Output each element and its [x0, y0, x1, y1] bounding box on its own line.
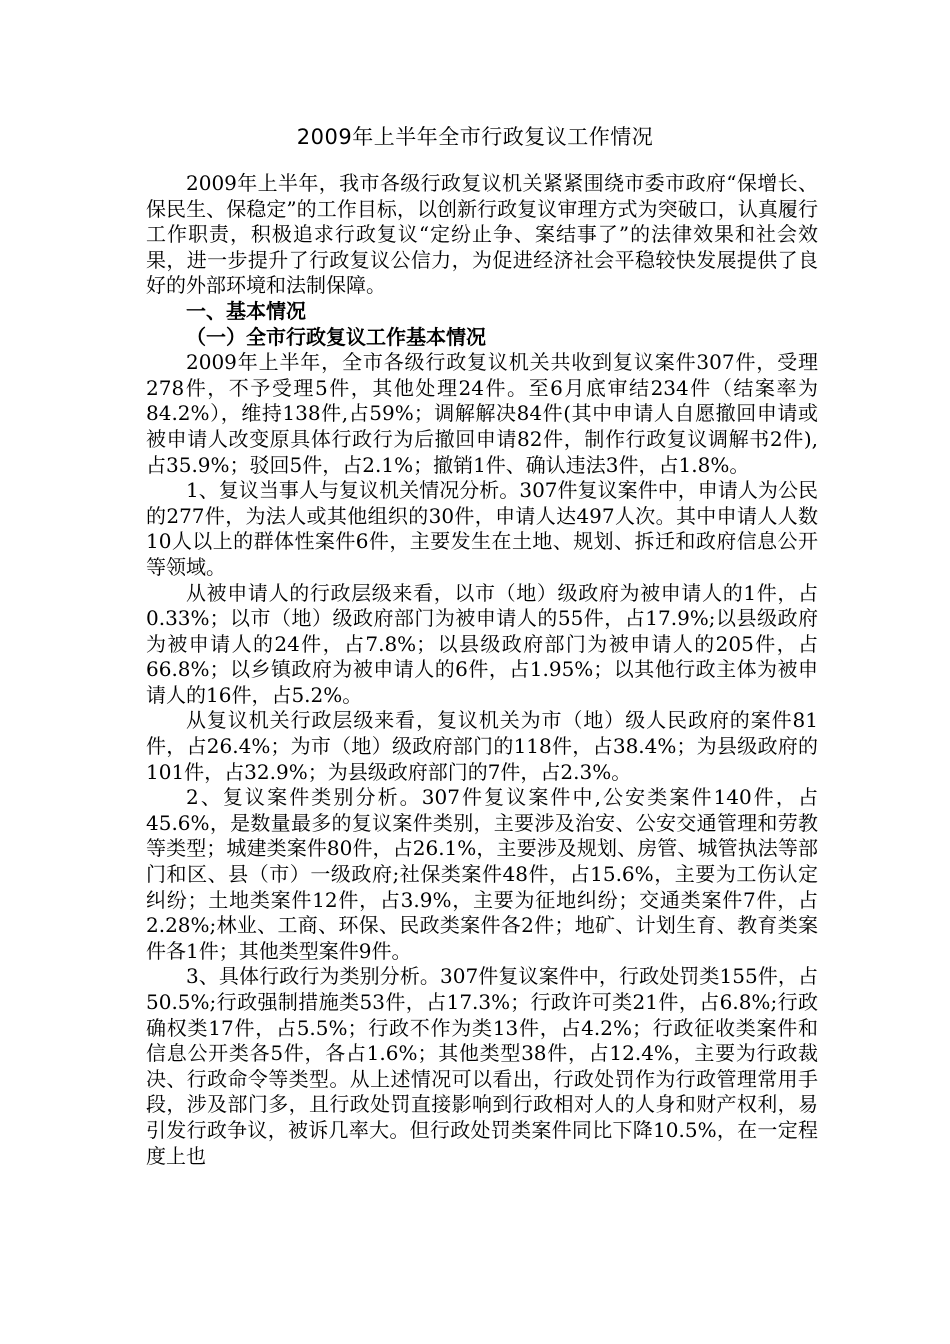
section-heading-basic-situation: 一、基本情况 — [186, 298, 306, 323]
intro-paragraph: 2009年上半年，我市各级行政复议机关紧紧围绕市委市政府“保增长、保民生、保稳定”的工作目标，以创新行政复议审理方式为突破口，认真履行工作职责，积极追求行政复议“定纷止争、案结事了”的法律效果和社会效果，进一步提升了行政复议公信力，为促进经济社会平稳较快发展提供了良好的外部环境和法制保障。 — [146, 171, 818, 298]
paragraph-administrative-act-type: 3、具体行政行为类别分析。307件复议案件中，行政处罚类155件，占50.5%;行政强制措施类53件，占17.3%；行政许可类21件，占6.8%;行政确权类17件，占5.5%；行政不作为类13件，占4.2%；行政征收类案件和信息公开类各5件，各占1.6%；其他类型38件，占12.4%，主要为行政裁决、行政命令等类型。从上述情况可以看出，行政处罚作为行政管理常用手段，涉及部门多，且行政处罚直接影响到行政相对人的人身和财产权利，易引发行政争议，被诉几率大。但行政处罚类案件同比下降10.5%，在一定程度上也 — [146, 964, 818, 1168]
document-title: 2009年上半年全市行政复议工作情况 — [296, 125, 654, 149]
document-body — [146, 171, 818, 1169]
subsection-heading-overview: （一）全市行政复议工作基本情况 — [186, 324, 486, 349]
paragraph-case-category: 2、复议案件类别分析。307件复议案件中,公安类案件140件，占45.6%，是数量最多的复议案件类别，主要涉及治安、公安交通管理和劳教等类型；城建类案件80件，占26.1%，主要涉及规划、房管、城管执法等部门和区、县（市）一级政府;社保类案件48件，占15.6%，主要为工伤认定纠纷；土地类案件12件，占3.9%，主要为征地纠纷；交通类案件7件，占2.28%;林业、工商、环保、民政类案件各2件；地矿、计划生育、教育类案件各1件；其他类型案件9件。 — [146, 785, 818, 963]
paragraph-case-summary: 2009年上半年，全市各级行政复议机关共收到复议案件307件，受理278件，不予受理5件，其他处理24件。至6月底审结234件（结案率为84.2%），维持138件,占59%；调解解决84件(其中申请人自愿撤回申请或被申请人改变原具体行政行为后撤回申请82件，制作行政复议调解书2件),占35.9%；驳回5件，占2.1%；撤销1件、确认违法3件，占1.8%。 — [146, 350, 818, 477]
paragraph-respondent-level: 从被申请人的行政层级来看，以市（地）级政府为被申请人的1件，占0.33%；以市（地）级政府部门为被申请人的55件，占17.9%;以县级政府为被申请人的24件，占7.8%；以县级政府部门为被申请人的205件，占66.8%；以乡镇政府为被申请人的6件，占1.95%；以其他行政主体为被申请人的16件，占5.2%。 — [146, 580, 818, 707]
paragraph-review-organ-level: 从复议机关行政层级来看，复议机关为市（地）级人民政府的案件81件，占26.4%；为市（地）级政府部门的118件，占38.4%；为县级政府的101件，占32.9%；为县级政府部门的7件，占2.3%。 — [146, 708, 818, 784]
paragraph-parties-analysis: 1、复议当事人与复议机关情况分析。307件复议案件中，申请人为公民的277件，为法人或其他组织的30件，申请人达497人次。其中申请人人数10人以上的群体性案件6件，主要发生在土地、规划、拆迁和政府信息公开等领域。 — [146, 478, 818, 579]
